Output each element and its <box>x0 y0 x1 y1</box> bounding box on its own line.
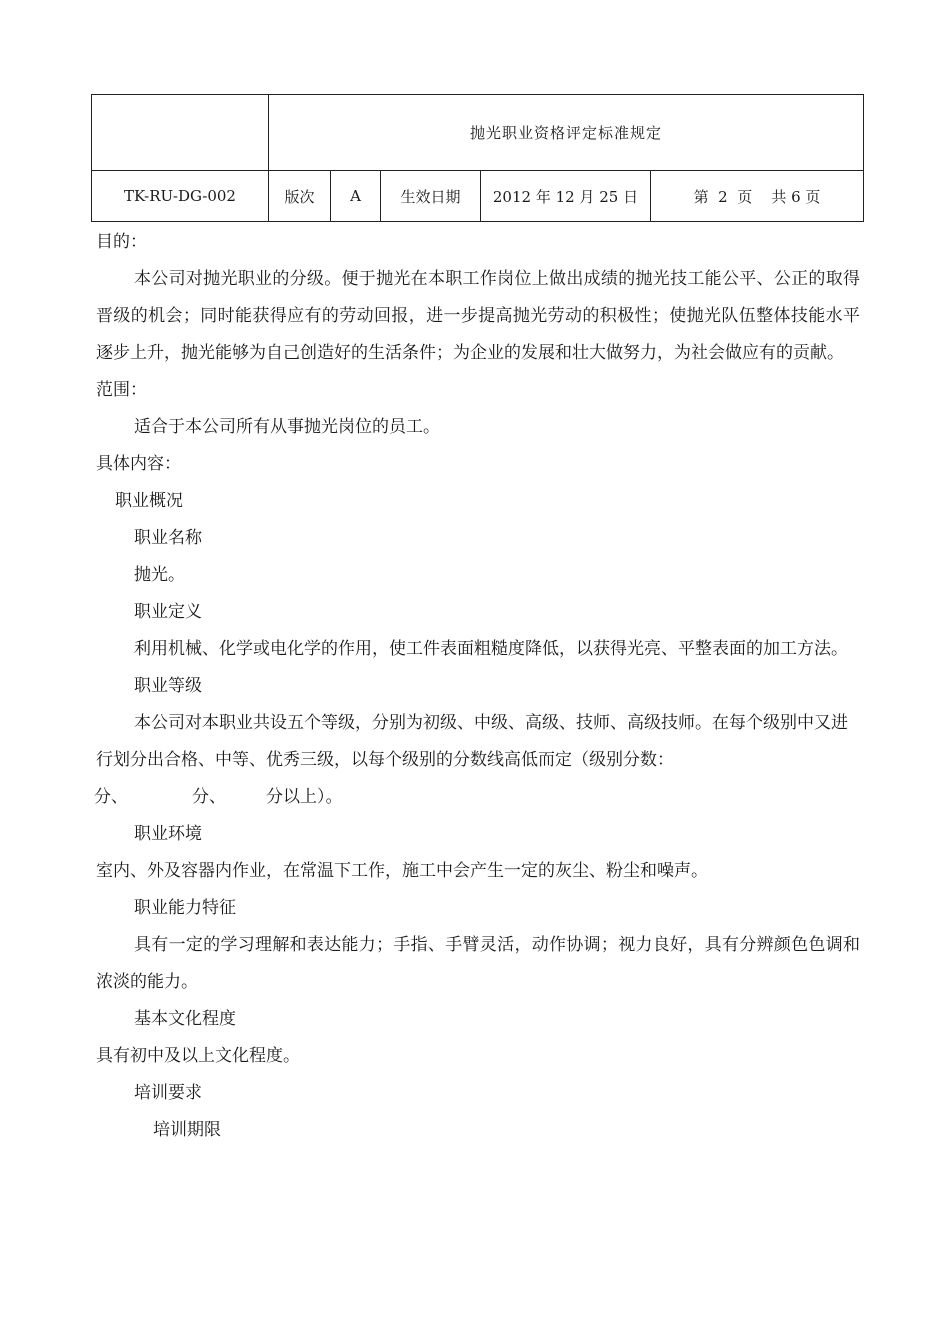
education-heading: 基本文化程度 <box>134 1009 236 1029</box>
level-text: 本公司对本职业共设五个等级，分别为初级、中级、高级、技师、高级技师。在每个级别中又进行划分出合格、中等、优秀三级，以每个级别的分数线高低而定（级别分数： <box>96 713 848 770</box>
level-heading: 职业等级 <box>134 676 202 696</box>
document-code: TK-RU-DG-002 <box>92 171 269 222</box>
version-label: 版次 <box>269 171 331 222</box>
ability-heading: 职业能力特征 <box>134 898 236 918</box>
definition-text: 利用机械、化学或电化学的作用，使工件表面粗糙度降低，以获得光亮、平整表面的加工方法。 <box>134 639 848 659</box>
name-text: 抛光。 <box>134 565 185 585</box>
version-value: A <box>331 171 381 222</box>
document-title: 抛光职业资格评定标准规定 <box>269 95 864 171</box>
training-heading: 培训要求 <box>134 1083 202 1103</box>
purpose-heading: 目的： <box>96 232 147 252</box>
page-info: 第 2 页 共 6 页 <box>651 171 864 222</box>
name-heading: 职业名称 <box>134 528 202 548</box>
effective-date-label: 生效日期 <box>381 171 481 222</box>
logo-cell <box>92 95 269 171</box>
education-text: 具有初中及以上文化程度。 <box>96 1046 300 1066</box>
effective-date: 2012 年 12 月 25 日 <box>481 171 651 222</box>
training-period-heading: 培训期限 <box>153 1120 221 1140</box>
definition-heading: 职业定义 <box>134 602 202 622</box>
scope-text: 适合于本公司所有从事抛光岗位的员工。 <box>134 417 440 437</box>
content-heading: 具体内容： <box>96 454 181 474</box>
document-body <box>96 224 860 1149</box>
level-scores <box>94 779 860 816</box>
document-header-table <box>91 94 864 222</box>
level-score-a: 分、 <box>94 787 128 807</box>
level-score-b: 分、 <box>192 787 226 807</box>
purpose-text: 本公司对抛光职业的分级。便于抛光在本职工作岗位上做出成绩的抛光技工能公平、公正的取得晋级的机会；同时能获得应有的劳动回报，进一步提高抛光劳动的积极性；使抛光队伍整体技能水平逐步上升，抛光能够为自己创造好的生活条件；为企业的发展和壮大做努力，为社会做应有的贡献。 <box>96 269 860 363</box>
environment-text: 室内、外及容器内作业，在常温下工作，施工中会产生一定的灰尘、粉尘和噪声。 <box>96 861 708 881</box>
environment-heading: 职业环境 <box>134 824 202 844</box>
ability-text: 具有一定的学习理解和表达能力；手指、手臂灵活，动作协调；视力良好，具有分辨颜色色调和浓淡的能力。 <box>96 935 860 992</box>
level-score-c: 分以上）。 <box>266 787 343 807</box>
overview-heading: 职业概况 <box>115 491 183 511</box>
scope-heading: 范围： <box>96 380 147 400</box>
